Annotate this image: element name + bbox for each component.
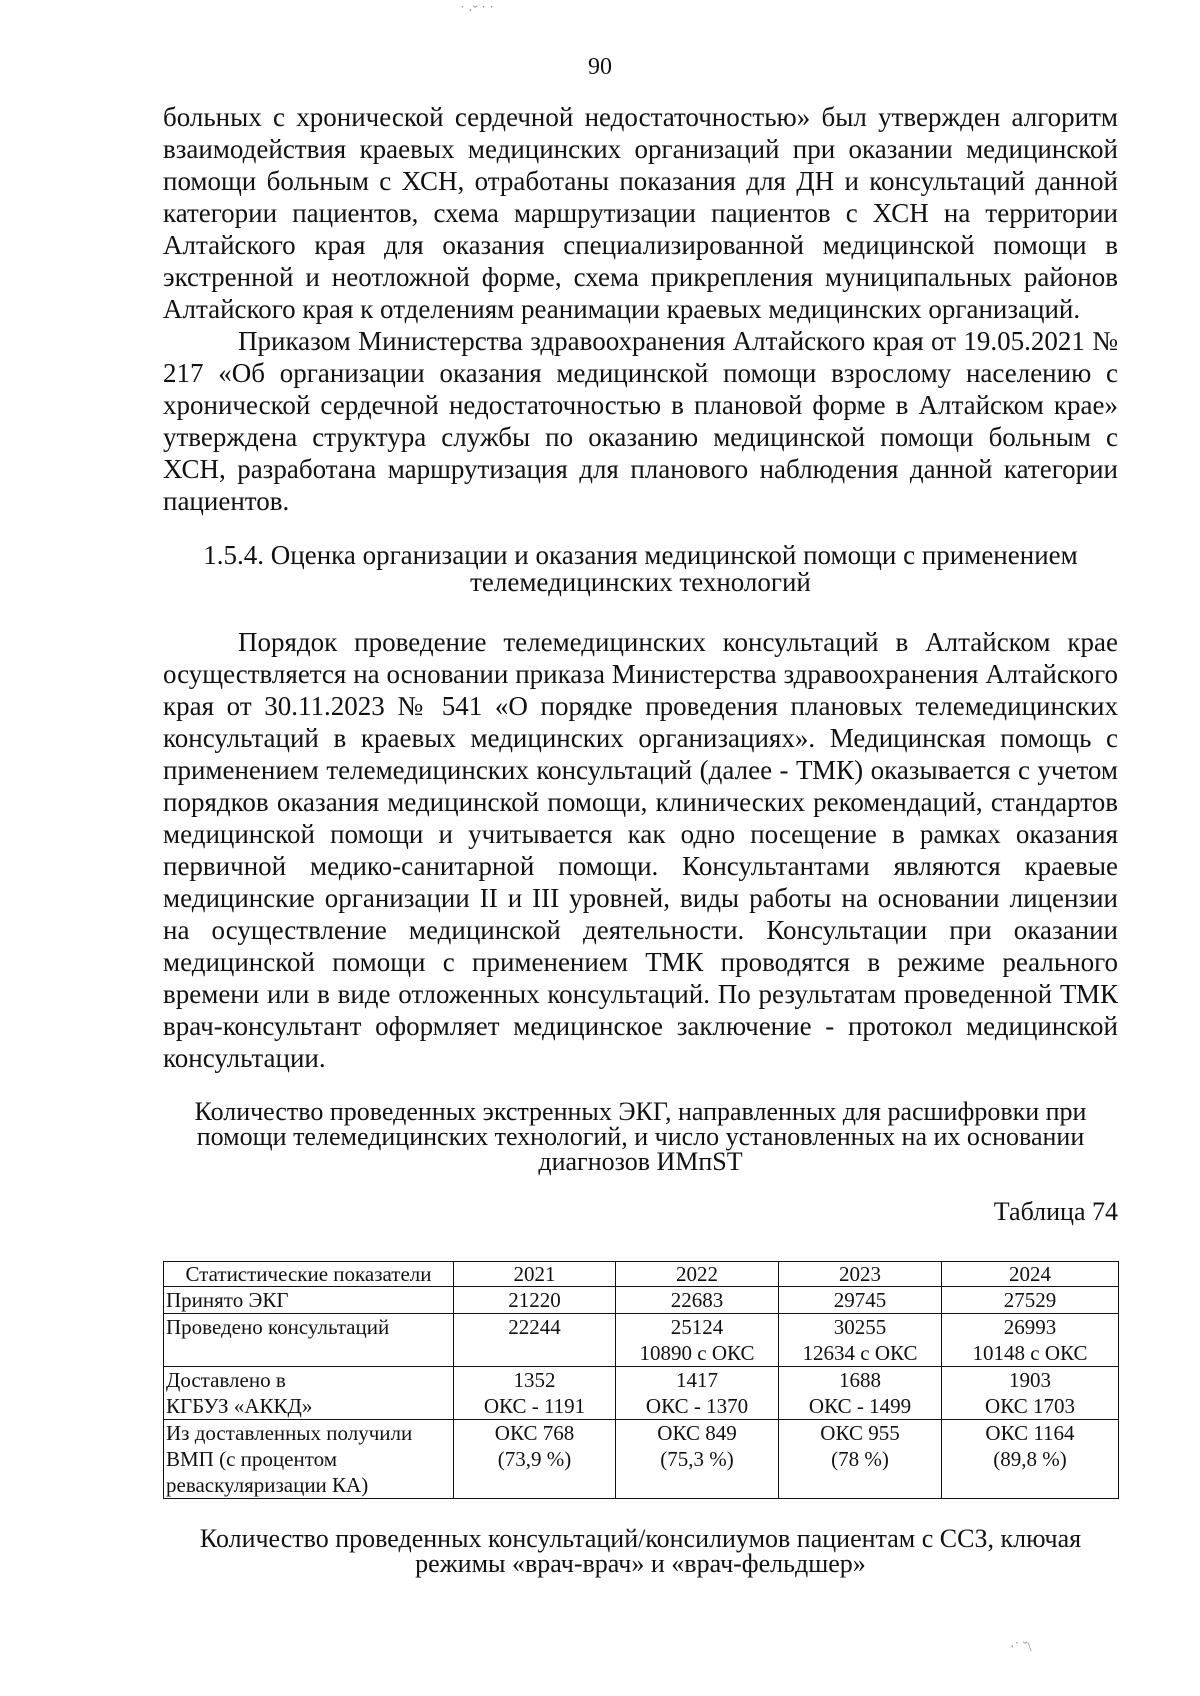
value-line: 1688 [839,1368,881,1392]
header-cell-2023: 2023 [779,1262,942,1287]
value-line: 25124 [670,1315,724,1339]
header-cell-2021: 2021 [454,1262,616,1287]
value-cell [616,1314,779,1367]
value-line: 12634 с ОКС [802,1341,918,1365]
value-line: 22683 [670,1288,724,1312]
value-cell [942,1287,1119,1314]
table-body [164,1287,1119,1499]
row-label-line: КГБУЗ «АККД» [166,1394,313,1418]
paragraph-continuation: больных с хронической сердечной недостаточностью» был утвержден алгоритм взаимодействия краевых медицинских организаций при оказании медицинской помощи больным с ХСН, отработаны показания для ДН и консультаций данной категории пациентов, схема маршрутизации пациентов с ХСН на территории Алтайского края для оказания специализированной медицинской помощи в экстренной и неотложной форме, схема прикрепления муниципальных районов Алтайского края к отделениям реанимации краевых медицинских организаций. [163,102,1118,324]
value-line: (73,9 %) [497,1447,572,1471]
paragraph-telemedicine: Порядок проведение телемедицинских консультаций в Алтайском крае осуществляется на основании приказа Министерства здравоохранения Алтайского края от 30.11.2023 № 541 «О порядке проведения плановых телемедицинских консультаций в краевых медицинских организациях». Медицинская помощь с применением телемедицинских консультаций (далее - ТМК) оказывается с учетом порядков оказания медицинской помощи, клинических рекомендаций, стандартов медицинской помощи и учитывается как одно посещение в рамках оказания первичной медико-санитарной помощи. Консультантами являются краевые медицинские организации II и III уровней, виды работы на основании лицензии на осуществление медицинской деятельности. Консультации при оказании медицинской помощи с применением ТМК проводятся в режиме реального времени или в виде отложенных консультаций. По результатам проведенной ТМК врач-консультант оформляет медицинское заключение - протокол медицинской консультации. [163,627,1118,1073]
row-label-line: Проведено консультаций [166,1315,390,1339]
value-line: 29745 [833,1288,887,1312]
page-number: 90 [588,54,612,80]
value-line: 10890 с ОКС [639,1341,755,1365]
value-cell [779,1420,942,1499]
row-label-line: Доставлено в [166,1368,286,1392]
value-cell [779,1287,942,1314]
row-label-line: Принято ЭКГ [166,1288,289,1312]
table-row [164,1287,1119,1314]
value-line: 30255 [833,1315,887,1339]
header-cell-2022: 2022 [616,1262,779,1287]
value-line: 1352 [513,1368,556,1392]
value-line: 27529 [1003,1288,1057,1312]
row-label-line: реваскуляризации КА) [166,1473,369,1497]
header-cell-indicator: Статистические показатели [164,1262,454,1287]
bottom-caption-line-1: Количество проведенных консультаций/консилиумов пациентам с ССЗ, ключая [199,1524,1082,1553]
value-line: (75,3 %) [660,1447,734,1471]
bottom-caption [163,1526,1118,1576]
value-cell [454,1314,616,1367]
table-header-row [164,1262,1119,1287]
statistics-table [163,1261,1119,1499]
table-row [164,1367,1119,1420]
value-line: 21220 [508,1288,561,1312]
scan-artifact: ˙ ·˘ ˙ ˙ [460,4,494,19]
value-line: 1903 [1009,1368,1051,1392]
value-line: ОКС - 1499 [808,1394,912,1418]
row-label-cell [164,1287,454,1314]
value-line: ОКС 849 [657,1421,737,1445]
value-cell [779,1314,942,1367]
value-line: ОКС 1703 [985,1394,1075,1418]
table-caption-line-3: диагнозов ИМпST [538,1147,743,1176]
bottom-caption-line-2: режимы «врач-врач» и «врач-фельдшер» [415,1549,866,1578]
value-line: (78 %) [831,1447,889,1471]
value-cell [454,1287,616,1314]
section-title-line-1: 1.5.4. Оценка организации и оказания медицинской помощи с применением [203,540,1078,570]
value-line: ОКС - 1370 [645,1394,749,1418]
section-title-line-2: телемедицинских технологий [470,567,811,597]
value-line: 1417 [676,1368,718,1392]
row-label-line: Из доставленных получили [166,1421,413,1445]
value-cell [616,1367,779,1420]
header-cell-2024: 2024 [942,1262,1119,1287]
table-caption-line-2: помощи телемедицинских технологий, и число установленных на их основании [196,1122,1085,1151]
table-row [164,1420,1119,1499]
value-cell [454,1420,616,1499]
value-cell [779,1367,942,1420]
value-cell [616,1287,779,1314]
value-line: ОКС 1164 [985,1421,1075,1445]
scan-artifact: ·˙ ˘\ [1010,1640,1032,1655]
row-label-line: ВМП (с процентом [166,1447,337,1471]
row-label-cell [164,1420,454,1499]
value-line: 10148 с ОКС [972,1341,1088,1365]
value-line: ОКС 768 [494,1421,575,1445]
row-label-cell [164,1314,454,1367]
row-label-cell [164,1367,454,1420]
paragraph-order-217: Приказом Министерства здравоохранения Алтайского края от 19.05.2021 № 217 «Об организации оказания медицинской помощи взрослому населению с хронической сердечной недостаточностью в плановой форме в Алтайском крае» утверждена структура службы по оказанию медицинской помощи больным с ХСН, разработана маршрутизация для планового наблюдения данной категории пациентов. [163,326,1118,516]
value-line: 22244 [508,1315,561,1339]
table-row [164,1314,1119,1367]
section-heading [163,542,1118,596]
table-number-label: Таблица 74 [993,1197,1118,1226]
value-cell [942,1420,1119,1499]
value-line: ОКС - 1191 [483,1394,586,1418]
value-line: ОКС 955 [820,1421,900,1445]
value-line: (89,8 %) [993,1447,1067,1471]
value-cell [616,1420,779,1499]
value-cell [942,1314,1119,1367]
value-cell [454,1367,616,1420]
value-line: 26993 [1003,1315,1057,1339]
table-caption-line-1: Количество проведенных экстренных ЭКГ, направленных для расшифровки при [194,1097,1087,1126]
table-caption [163,1099,1118,1174]
value-cell [942,1367,1119,1420]
